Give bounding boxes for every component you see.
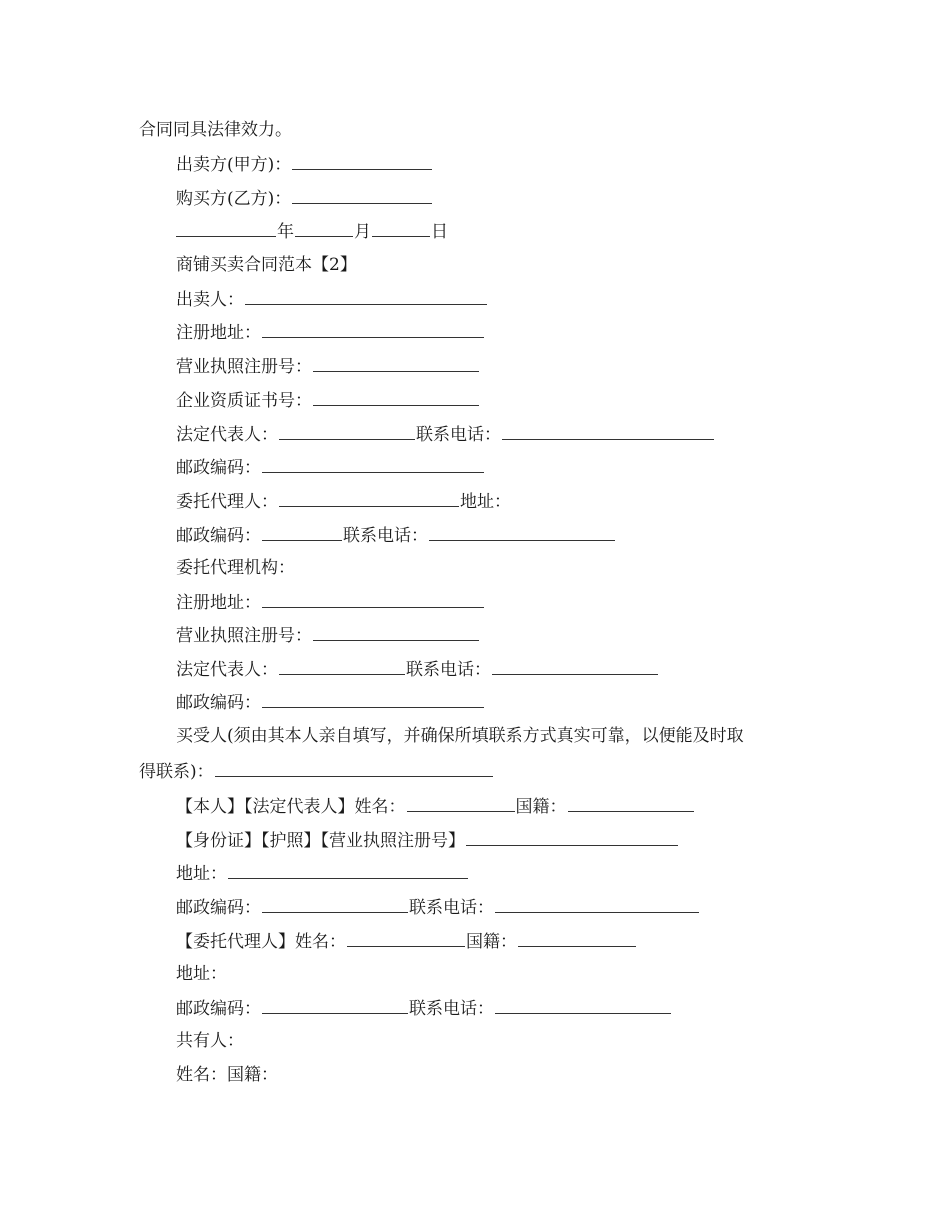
year-label: 年 (277, 222, 294, 242)
phone4-label: 联系电话： (409, 898, 494, 918)
day-blank[interactable] (372, 219, 430, 237)
reg-address-blank[interactable] (262, 320, 484, 338)
seller-a-line (176, 152, 433, 177)
phone2-blank[interactable] (429, 523, 615, 541)
postcode-line (176, 455, 485, 480)
name-nationality-line (176, 1063, 278, 1087)
self-rep-label: 【本人】【法定代表人】姓名： (176, 797, 406, 817)
phone3-label: 联系电话： (406, 660, 491, 680)
buyer-note-text-2: 得联系)： (139, 762, 214, 782)
agent-line (176, 489, 511, 514)
agent-label: 委托代理人： (176, 492, 278, 512)
postcode4-blank[interactable] (262, 895, 408, 913)
biz-license2-blank[interactable] (313, 623, 479, 641)
buyer-b-label: 购买方(乙方)： (176, 189, 292, 209)
effect-text: 合同同具法律效力。 (139, 120, 292, 140)
buyer-b-line (176, 186, 433, 211)
template-title-line (176, 253, 357, 277)
legal-rep-line (176, 422, 715, 447)
phone4-blank[interactable] (495, 895, 699, 913)
id-types-line (176, 828, 679, 853)
phone3-blank[interactable] (492, 657, 658, 675)
qualification-blank[interactable] (313, 388, 479, 406)
buyer-blank[interactable] (215, 759, 493, 777)
biz-license-blank[interactable] (313, 354, 479, 372)
reg-address-label: 注册地址： (176, 323, 261, 343)
effect-line (139, 118, 292, 142)
address2-label: 地址： (176, 864, 227, 884)
address3-line (176, 962, 227, 986)
phone-blank[interactable] (502, 422, 714, 440)
phone5-blank[interactable] (495, 996, 671, 1014)
self-rep-line (176, 794, 695, 819)
phone-label: 联系电话： (416, 425, 501, 445)
nationality-blank[interactable] (568, 794, 694, 812)
month-label: 月 (354, 222, 371, 242)
nationality-label: 国籍： (515, 797, 567, 817)
biz-license-line (176, 354, 480, 379)
self-rep-name-blank[interactable] (407, 794, 515, 812)
agent2-name-blank[interactable] (347, 929, 465, 947)
legal-rep2-label: 法定代表人： (176, 660, 278, 680)
address3-label: 地址： (176, 964, 227, 984)
id-types-label: 【身份证】【护照】【营业执照注册号】 (176, 831, 465, 851)
reg-address-line (176, 320, 485, 345)
postcode5-label: 邮政编码： (176, 999, 261, 1019)
postcode5-blank[interactable] (262, 996, 408, 1014)
co-owner-line (176, 1029, 244, 1053)
nationality2-label: 国籍： (466, 932, 517, 952)
legal-rep2-blank[interactable] (279, 657, 405, 675)
reg-address2-line (176, 590, 485, 615)
postcode-label: 邮政编码： (176, 458, 261, 478)
biz-license2-label: 营业执照注册号： (176, 626, 312, 646)
month-blank[interactable] (295, 219, 353, 237)
phone2-label: 联系电话： (343, 526, 428, 546)
template-title: 商铺买卖合同范本【2】 (176, 255, 357, 275)
buyer-b-blank[interactable] (292, 186, 432, 204)
buyer-note-line-2 (139, 759, 494, 784)
address2-line (176, 861, 469, 886)
day-label: 日 (431, 222, 448, 242)
postcode-blank[interactable] (262, 455, 484, 473)
postcode3-label: 邮政编码： (176, 693, 261, 713)
name-nationality-label: 姓名：国籍： (176, 1065, 278, 1085)
seller-label: 出卖人： (176, 290, 244, 310)
qualification-label: 企业资质证书号： (176, 391, 312, 411)
id-number-blank[interactable] (466, 828, 678, 846)
seller-a-label: 出卖方(甲方)： (176, 155, 292, 175)
biz-license2-line (176, 623, 480, 648)
postcode5-line (176, 996, 672, 1021)
qualification-line (176, 388, 480, 413)
postcode3-line (176, 690, 485, 715)
agent2-line (176, 929, 637, 954)
postcode4-label: 邮政编码： (176, 898, 261, 918)
postcode4-line (176, 895, 700, 920)
date-line (176, 219, 448, 244)
legal-rep2-line (176, 657, 659, 682)
phone5-label: 联系电话： (409, 999, 494, 1019)
reg-address2-blank[interactable] (262, 590, 484, 608)
postcode2-line (176, 523, 616, 548)
postcode2-label: 邮政编码： (176, 526, 261, 546)
agent-blank[interactable] (279, 489, 459, 507)
address-label: 地址： (460, 492, 511, 512)
buyer-note-line-1 (176, 724, 744, 748)
seller-blank[interactable] (245, 287, 487, 305)
agency-line (176, 556, 295, 580)
postcode2-blank[interactable] (262, 523, 342, 541)
agency-label: 委托代理机构： (176, 558, 295, 578)
legal-rep-label: 法定代表人： (176, 425, 278, 445)
reg-address2-label: 注册地址： (176, 593, 261, 613)
postcode3-blank[interactable] (262, 690, 484, 708)
agent2-label: 【委托代理人】姓名： (176, 932, 346, 952)
legal-rep-blank[interactable] (279, 422, 415, 440)
seller-a-blank[interactable] (292, 152, 432, 170)
address2-blank[interactable] (228, 861, 468, 879)
biz-license-label: 营业执照注册号： (176, 357, 312, 377)
seller-line (176, 287, 488, 312)
nationality2-blank[interactable] (518, 929, 636, 947)
year-blank[interactable] (176, 219, 276, 237)
co-owner-label: 共有人： (176, 1031, 244, 1051)
buyer-note-text-1: 买受人(须由其本人亲自填写，并确保所填联系方式真实可靠，以便能及时取 (176, 726, 744, 746)
